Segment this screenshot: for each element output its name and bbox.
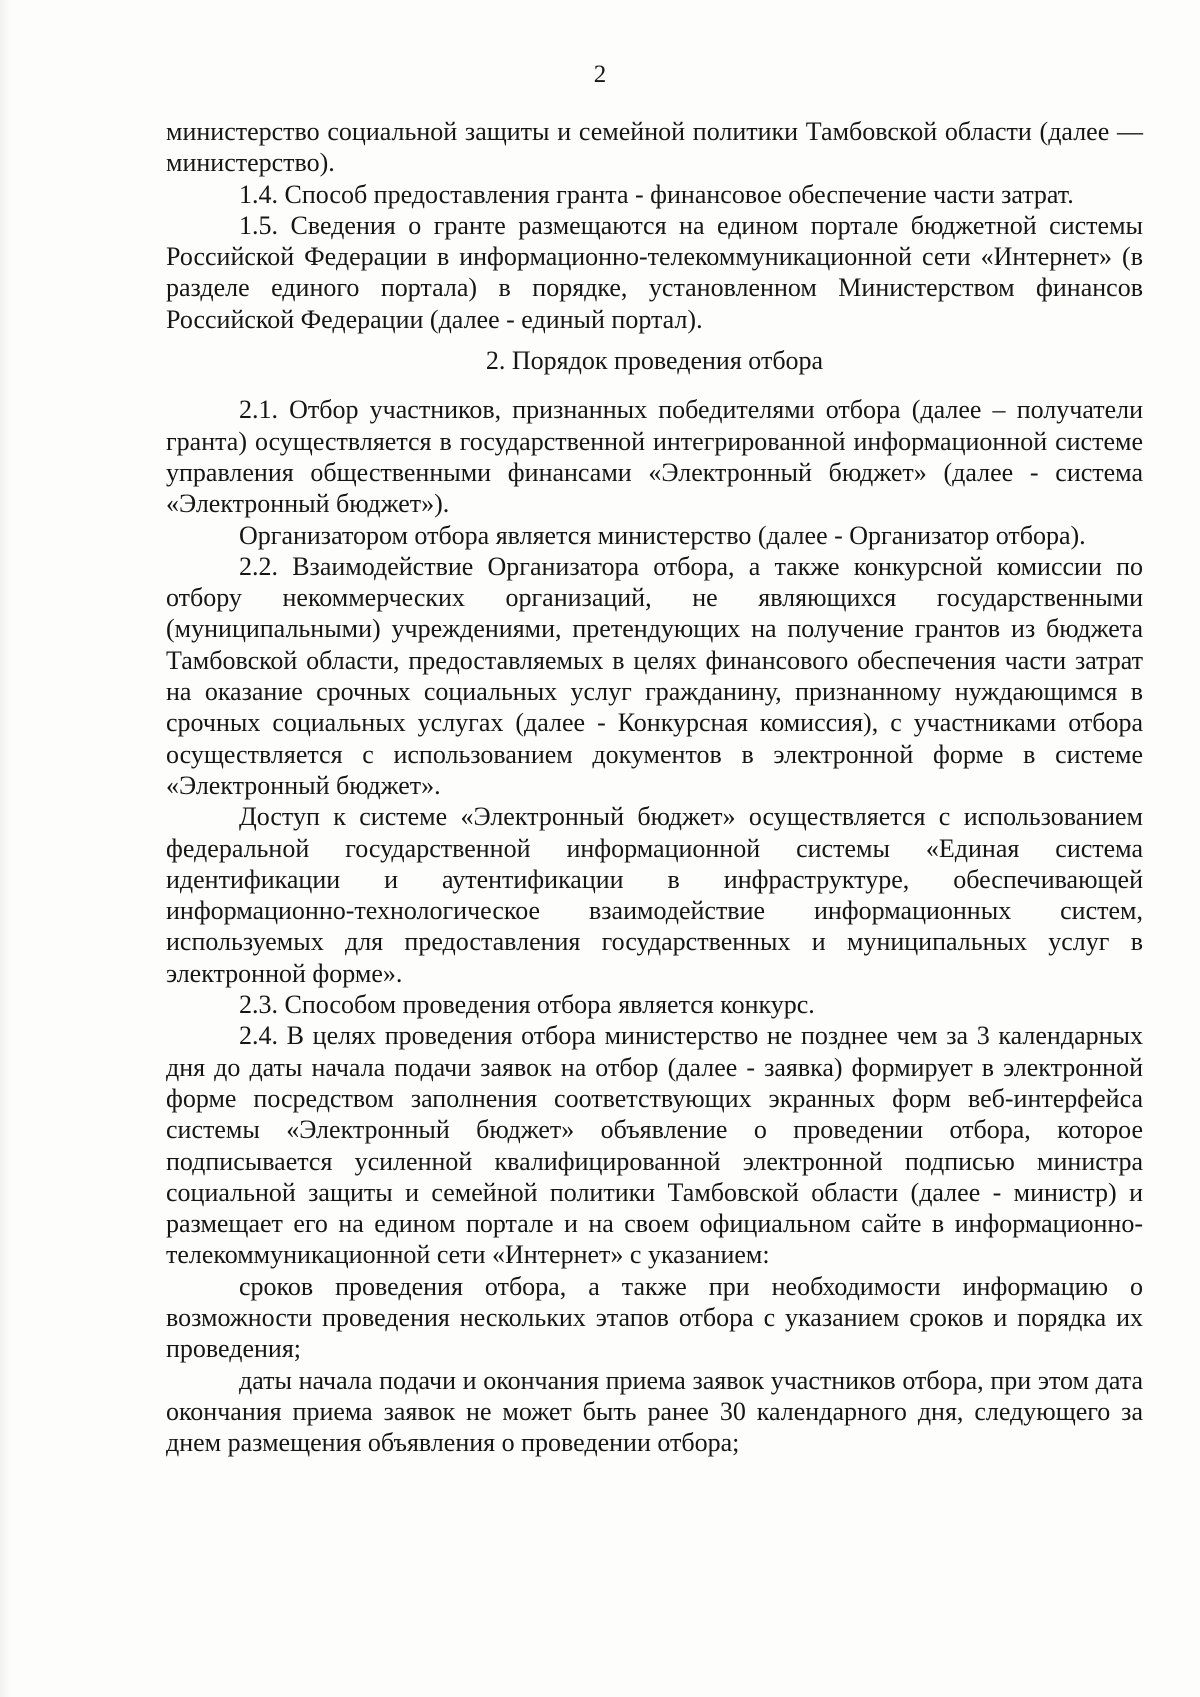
section-heading-2: 2. Порядок проведения отбора xyxy=(485,346,824,376)
paragraph-2-1: 2.1. Отбор участников, признанных победителями отбора (далее – получатели гранта) осуществляется в государственной интегрированной информационной системе управления общественными финансами «Электронный бюджет» (далее - система «Электронный бюджет»). xyxy=(166,395,1143,519)
paragraph-ministry-continuation: министерство социальной защиты и семейной политики Тамбовской области (далее — министерство). xyxy=(166,117,1143,178)
paragraph-application-dates: даты начала подачи и окончания приема заявок участников отбора, при этом дата окончания приема заявок не может быть ранее 30 календарного дня, следующего за днем размещения объявления о проведении отбора; xyxy=(166,1365,1143,1458)
paragraph-2-4: 2.4. В целях проведения отбора министерство не позднее чем за 3 календарных дня до даты начала подачи заявок на отбор (далее - заявка) формирует в электронной форме посредством заполнения соответствующих экранных форм веб-интерфейса системы «Электронный бюджет» объявление о проведении отбора, которое подписывается усиленной квалифицированной электронной подписью министра социальной защиты и семейной политики Тамбовской области (далее - министр) и размещает его на едином портале и на своем официальном сайте в информационно-телекоммуникационной сети «Интернет» с указанием: xyxy=(166,1021,1143,1270)
paragraph-2-3: 2.3. Способом проведения отбора является конкурс. xyxy=(239,990,815,1020)
paragraph-access: Доступ к системе «Электронный бюджет» осуществляется с использованием федеральной государственной информационной системы «Единая система идентификации и аутентификации в инфраструктуре, обеспечивающей информационно-технологическое взаимодействие информационных систем, используемых для предоставления государственных и муниципальных услуг в электронной форме». xyxy=(166,802,1143,988)
paragraph-1-5: 1.5. Сведения о гранте размещаются на едином портале бюджетной системы Российской Федерации в информационно-телекоммуникационной сети «Интернет» (в разделе единого портала) в порядке, установленном Министерством финансов Российской Федерации (далее - единый портал). xyxy=(166,210,1143,334)
paragraph-2-2: 2.2. Взаимодействие Организатора отбора, а также конкурсной комиссии по отбору некоммерческих организаций, не являющихся государственными (муниципальными) учреждениями, претендующих на получение грантов из бюджета Тамбовской области, предоставляемых в целях финансового обеспечения части затрат на оказание срочных социальных услуг гражданину, признанному нуждающимся в срочных социальных услугах (далее - Конкурсная комиссия), с участниками отбора осуществляется с использованием документов в электронной форме в системе «Электронный бюджет». xyxy=(166,551,1143,800)
paragraph-1-4: 1.4. Способ предоставления гранта - финансовое обеспечение части затрат. xyxy=(239,179,1074,209)
document-body xyxy=(166,116,1143,1458)
scan-edge-shadow xyxy=(0,0,10,1697)
paragraph-deadlines: сроков проведения отбора, а также при необходимости информацию о возможности проведения нескольких этапов отбора с указанием сроков и порядка их проведения; xyxy=(166,1271,1143,1364)
page-number: 2 xyxy=(593,61,607,88)
paragraph-organizer: Организатором отбора является министерство (далее - Организатор отбора). xyxy=(239,520,1086,550)
